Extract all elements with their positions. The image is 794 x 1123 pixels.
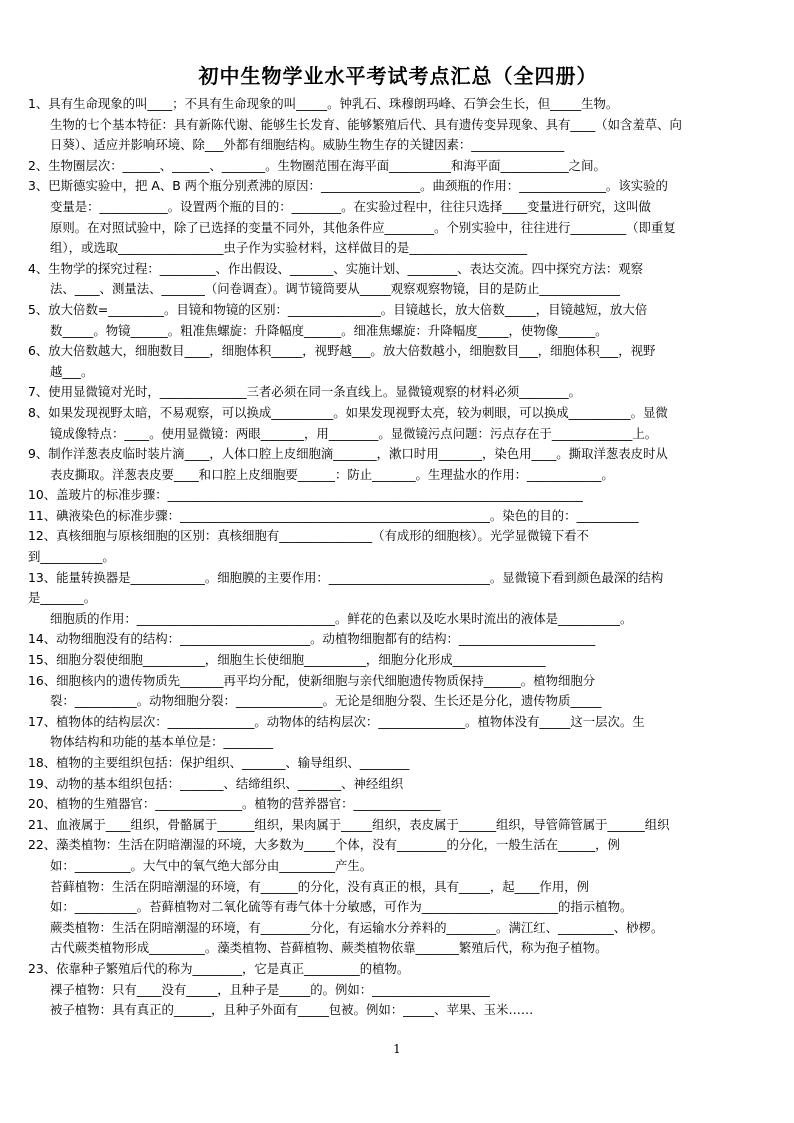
text-line: 12、真核细胞与原核细胞的区别：真核细胞有_______________（有成形的细胞核）。光学显微镜下看不 bbox=[28, 528, 589, 544]
text-line: 6、放大倍数越大，细胞数目____，细胞体积_____，视野越___。放大倍数越小，细胞数目___，细胞体积___，视野 bbox=[28, 343, 656, 359]
document-title: 初中生物学业水平考试考点汇总（全四册） bbox=[198, 64, 598, 88]
text-line: 是_______。 bbox=[28, 590, 97, 606]
text-line: 5、放大倍数=_________。目镜和物镜的区别：_______________。目镜越长，放大倍数_____，目镜越短，放大倍 bbox=[28, 301, 648, 317]
text-line: 8、如果发现视野太暗，不易观察，可以换成__________。如果发现视野太亮，较为刺眼，可以换成__________。显微 bbox=[28, 404, 668, 420]
text-line: 越___。 bbox=[50, 363, 94, 379]
page-number: 1 bbox=[393, 1042, 401, 1056]
text-line: 数_____。物镜______。粗准焦螺旋：升降幅度______。细准焦螺旋：升降幅度_____，使物像______。 bbox=[50, 322, 608, 338]
text-line: 古代蕨类植物形成_________。藻类植物、苔藓植物、蕨类植物依靠_______繁殖后代，称为孢子植物。 bbox=[50, 940, 608, 956]
text-line: 如：_________。大气中的氧气绝大部分由_________产生。 bbox=[50, 857, 373, 873]
text-line: 11、碘液染色的标准步骤：__________________________________________________。染色的目的：__________ bbox=[28, 507, 639, 523]
text-line: 23、依靠种子繁殖后代的称为________，它是真正_________的植物。 bbox=[28, 960, 410, 976]
text-line: 法、____、测量法、_______（问卷调查）。调节镜筒要从_____观察观察物镜，目的是防止_____________ bbox=[50, 281, 620, 297]
text-line: 裂：__________。动物细胞分裂：______________。无论是细胞分裂、生长还是分化，遗传物质_____ bbox=[50, 693, 602, 709]
text-line: 镜成像特点：____。使用显微镜：两眼_______，用________。显微镜污点问题：污点存在于_____________上。 bbox=[50, 425, 658, 441]
text-line: 9、制作洋葱表皮临时装片滴____，人体口腔上皮细胞滴_______，漱口时用_______，染色用____。撕取洋葱表皮时从 bbox=[28, 446, 668, 462]
text-line: 细胞质的作用：________________________________。鲜花的色素以及吃水果时流出的液体是__________。 bbox=[50, 610, 633, 626]
text-line: 21、血液属于____组织，骨骼属于______组织，果肉属于_____组织，表皮属于______组织，导管筛管属于______组织 bbox=[28, 816, 670, 832]
text-line: 19、动物的基本组织包括：_______、结缔组织、_______、神经组织 bbox=[28, 775, 404, 791]
text-line: 22、藻类植物：生活在阴暗潮湿的环境，大多数为_____个体，没有________的分化，一般生活在______，例 bbox=[28, 837, 620, 853]
text-line: 16、细胞核内的遗传物质先_______再平均分配，使新细胞与亲代细胞遗传物质保持______。植物细胞分 bbox=[28, 672, 596, 688]
text-line: 13、能量转换器是____________。细胞膜的主要作用：__________________________。显微镜下看到颜色最深的结构 bbox=[28, 569, 664, 585]
text-line: 2、生物圈层次：______、______、_______。生物圈范围在海平面__________和海平面___________之间。 bbox=[28, 157, 606, 173]
document-body bbox=[28, 62, 768, 1021]
text-line: 到__________。 bbox=[28, 549, 115, 565]
text-line: 如：__________。苔藓植物对二氧化硫等有毒气体十分敏感，可作为______________________的指示植物。 bbox=[50, 899, 633, 915]
text-line: 裸子植物：只有____没有_____，且种子是_____的。例如：___________________ bbox=[50, 981, 490, 997]
text-line: 生物的七个基本特征：具有新陈代谢、能够生长发育、能够繁殖后代、具有遗传变异现象、具有____（如含羞草、向 bbox=[50, 116, 682, 132]
text-line: 原则。在对照试验中，除了已选择的变量不同外，其他条件应________。个别实验中，往往进行_________（即重复 bbox=[50, 219, 676, 235]
text-line: 1、具有生命现象的叫____；不具有生命现象的叫_____。钟乳石、珠穆朗玛峰、石笋会生长，但_____生物。 bbox=[28, 96, 619, 111]
text-line: 组），或选取_________________虫子作为实验材料，这样做目的是___________________ bbox=[50, 240, 528, 256]
text-line: 4、生物学的探究过程：_________、作出假设、_______、实施计划、________、表达交流。四中探究方法：观察 bbox=[28, 260, 644, 276]
text-line: 17、植物体的结构层次：______________。动物体的结构层次：______________。植物体没有_____这一层次。生 bbox=[28, 713, 645, 729]
text-line: 14、动物细胞没有的结构：_____________________。动植物细胞都有的结构：______________________ bbox=[28, 631, 596, 647]
text-line: 变量是：___________。设置两个瓶的目的：________。在实验过程中，往往只选择____变量进行研究，这叫做 bbox=[50, 198, 651, 214]
text-line: 7、使用显微镜对光时，______________三者必须在同一条直线上。显微镜观察的材料必须________。 bbox=[28, 384, 582, 400]
text-line: 苔藓植物：生活在阴暗潮湿的环境，有______的分化，没有真正的根，具有_____，起____作用，例 bbox=[50, 878, 589, 894]
text-line: 15、细胞分裂使细胞__________，细胞生长使细胞__________，细胞分化形成_______________ bbox=[28, 652, 546, 668]
text-line: 物体结构和功能的基本单位是：________ bbox=[50, 734, 274, 750]
text-line: 表皮撕取。洋葱表皮要____和口腔上皮细胞要______：防止_______。生理盐水的作用：____________。 bbox=[50, 466, 614, 482]
text-line: 20、植物的生殖器官：______________。植物的营养器官：______________ bbox=[28, 796, 441, 812]
text-line: 10、盖玻片的标准步骤：___________________________________________________________________ bbox=[28, 487, 583, 503]
text-line: 被子植物：具有真正的______，且种子外面有_____包被。例如：_____、苹果、玉米…… bbox=[50, 1002, 534, 1018]
text-line: 18、植物的主要组织包括：保护组织、_______、输导组织、________ bbox=[28, 755, 410, 770]
text-line: 3、巴斯德实验中，把 A、B 两个瓶分别煮沸的原因：________________。曲颈瓶的作用：______________。该实验的 bbox=[28, 178, 668, 194]
text-line: 蕨类植物：生活在阴暗潮湿的环境，有________分化，有运输水分养料的________。满江红、_________、桫椤。 bbox=[50, 919, 664, 935]
text-line: 日葵）、适应并影响环境、除___外都有细胞结构。威胁生物生存的关键因素：_______________ bbox=[50, 137, 565, 153]
